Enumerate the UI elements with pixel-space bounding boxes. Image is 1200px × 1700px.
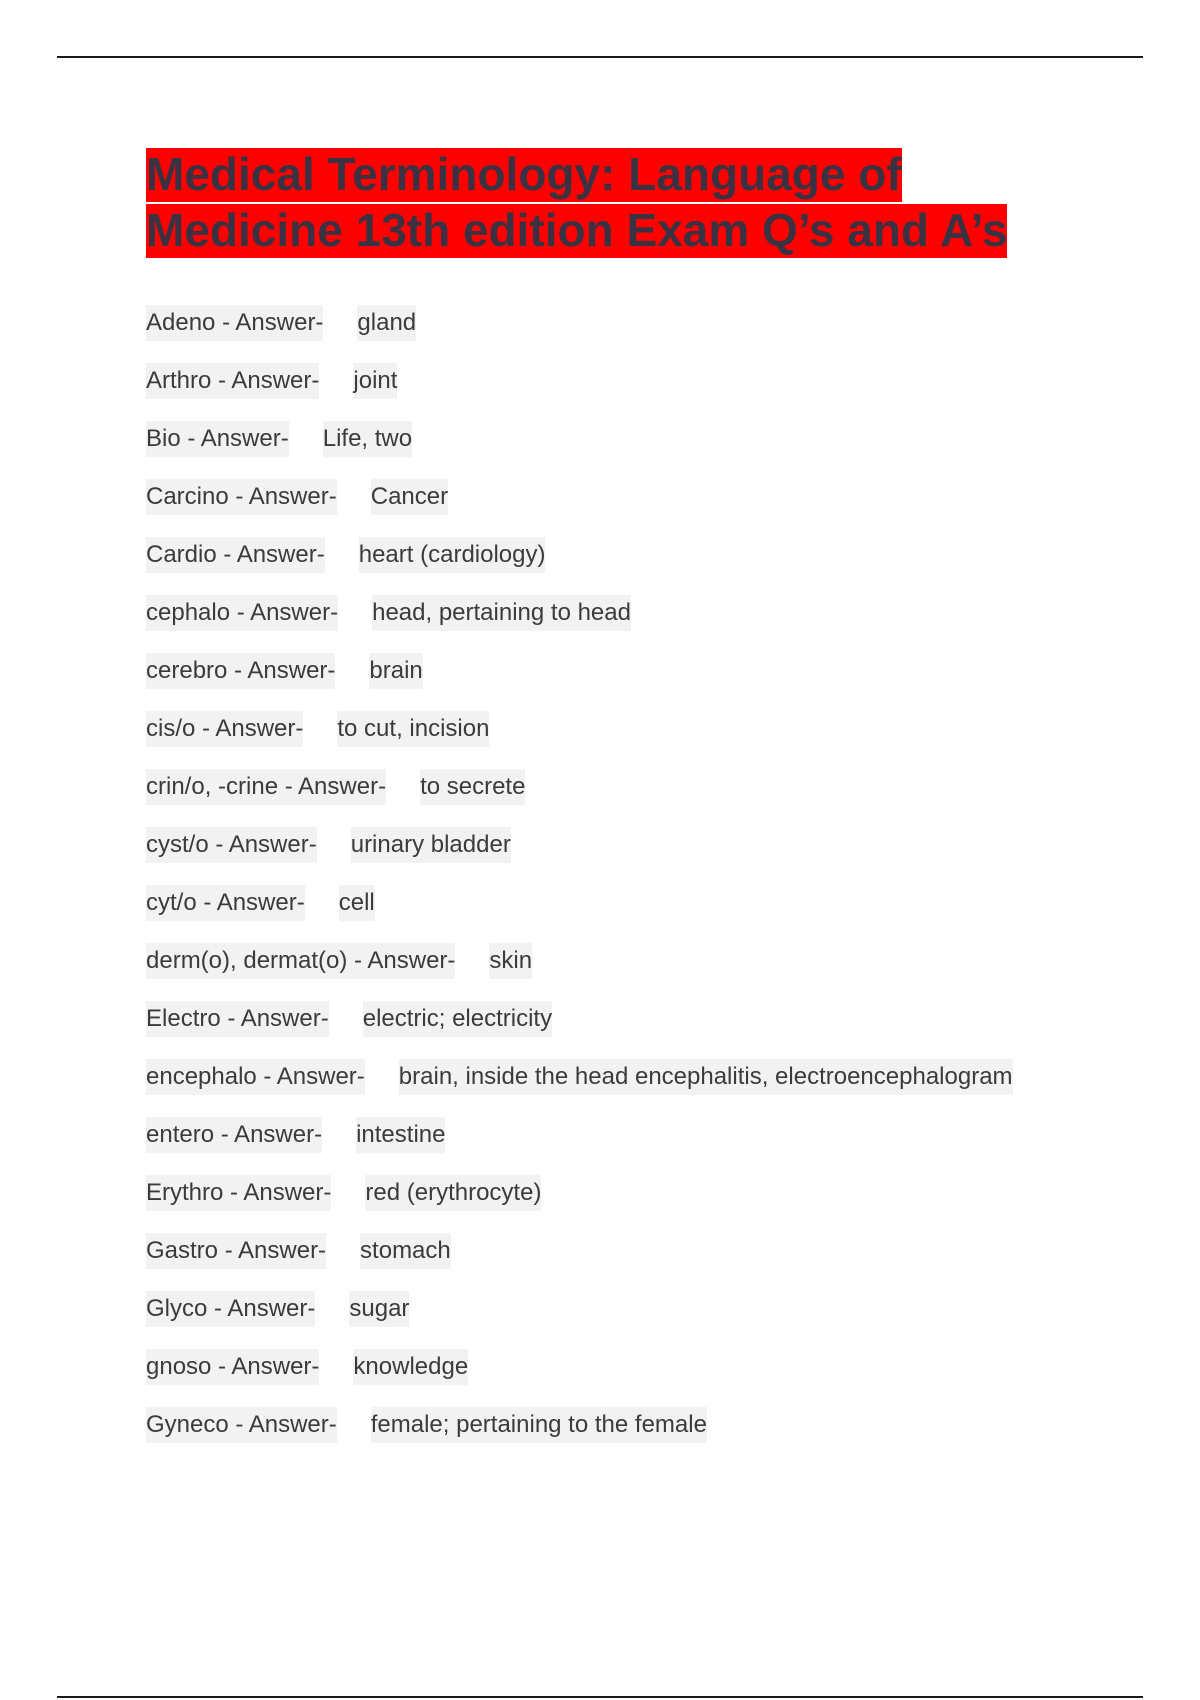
qa-item <box>146 885 1013 943</box>
qa-item <box>146 769 1013 827</box>
document-title <box>146 146 1007 258</box>
qa-item <box>146 653 1013 711</box>
qa-question: Bio - Answer- <box>146 421 289 457</box>
qa-question: Erythro - Answer- <box>146 1175 331 1211</box>
qa-answer: to cut, incision <box>337 711 489 747</box>
qa-list <box>146 305 1013 1465</box>
qa-question: Gyneco - Answer- <box>146 1407 337 1443</box>
qa-answer: brain, inside the head encephalitis, electroencephalogram <box>399 1059 1013 1095</box>
qa-answer: cell <box>339 885 375 921</box>
qa-item <box>146 363 1013 421</box>
qa-answer: electric; electricity <box>363 1001 552 1037</box>
title-line-2: Medicine 13th edition Exam Q’s and A’s <box>146 204 1008 256</box>
qa-question: Arthro - Answer- <box>146 363 319 399</box>
qa-answer: red (erythrocyte) <box>365 1175 541 1211</box>
qa-question: crin/o, -crine - Answer- <box>146 769 386 805</box>
qa-question: entero - Answer- <box>146 1117 322 1153</box>
qa-question: gnoso - Answer- <box>146 1349 319 1385</box>
qa-answer: urinary bladder <box>351 827 511 863</box>
qa-question: cerebro - Answer- <box>146 653 335 689</box>
qa-item <box>146 711 1013 769</box>
qa-question: Electro - Answer- <box>146 1001 329 1037</box>
qa-answer: brain <box>369 653 422 689</box>
qa-answer: stomach <box>360 1233 451 1269</box>
page-top-rule <box>57 56 1143 58</box>
qa-item <box>146 943 1013 1001</box>
qa-answer: knowledge <box>353 1349 468 1385</box>
qa-item <box>146 1407 1013 1465</box>
qa-item <box>146 1175 1013 1233</box>
qa-item <box>146 1059 1013 1117</box>
qa-answer: sugar <box>349 1291 409 1327</box>
page-bottom-rule <box>57 1696 1143 1698</box>
qa-question: Glyco - Answer- <box>146 1291 315 1327</box>
qa-answer: Cancer <box>371 479 448 515</box>
qa-question: Gastro - Answer- <box>146 1233 326 1269</box>
qa-question: Carcino - Answer- <box>146 479 337 515</box>
qa-answer: intestine <box>356 1117 445 1153</box>
qa-answer: skin <box>489 943 532 979</box>
qa-item <box>146 479 1013 537</box>
qa-answer: head, pertaining to head <box>372 595 631 631</box>
qa-answer: to secrete <box>420 769 525 805</box>
qa-question: cyst/o - Answer- <box>146 827 317 863</box>
qa-answer: gland <box>357 305 416 341</box>
qa-item <box>146 537 1013 595</box>
qa-question: Cardio - Answer- <box>146 537 325 573</box>
qa-answer: Life, two <box>323 421 412 457</box>
qa-item <box>146 421 1013 479</box>
qa-item <box>146 305 1013 363</box>
qa-answer: joint <box>353 363 397 399</box>
qa-item <box>146 1233 1013 1291</box>
qa-question: encephalo - Answer- <box>146 1059 365 1095</box>
qa-question: derm(o), dermat(o) - Answer- <box>146 943 455 979</box>
qa-item <box>146 1117 1013 1175</box>
qa-question: cephalo - Answer- <box>146 595 338 631</box>
qa-question: cyt/o - Answer- <box>146 885 305 921</box>
qa-answer: female; pertaining to the female <box>371 1407 707 1443</box>
qa-item <box>146 1001 1013 1059</box>
qa-question: Adeno - Answer- <box>146 305 323 341</box>
qa-item <box>146 1291 1013 1349</box>
qa-item <box>146 827 1013 885</box>
qa-item <box>146 595 1013 653</box>
qa-item <box>146 1349 1013 1407</box>
qa-answer: heart (cardiology) <box>359 537 546 573</box>
title-line-1: Medical Terminology: Language of <box>146 148 902 200</box>
qa-question: cis/o - Answer- <box>146 711 303 747</box>
